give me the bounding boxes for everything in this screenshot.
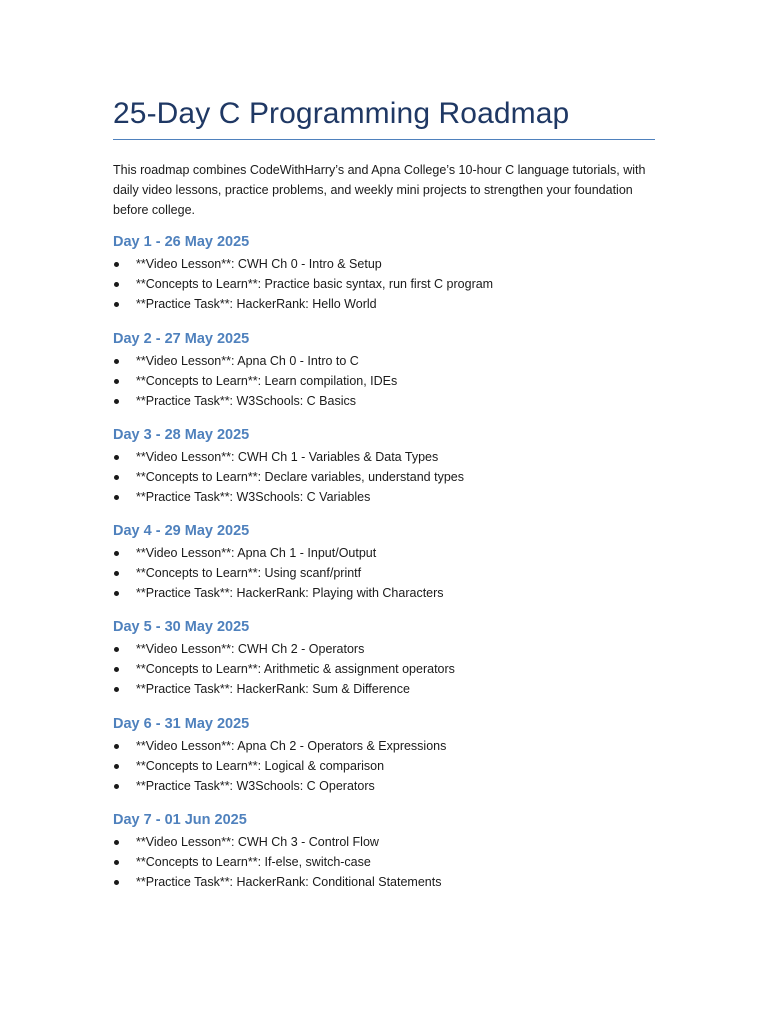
list-item — [113, 467, 655, 487]
day-section — [113, 521, 655, 603]
bullet-icon — [114, 495, 119, 500]
document-title: 25-Day C Programming Roadmap — [113, 97, 570, 130]
bullet-icon — [114, 379, 119, 384]
day-heading: Day 3 - 28 May 2025 — [113, 427, 250, 443]
item-text: **Concepts to Learn**: Practice basic syntax, run first C program — [136, 277, 494, 291]
day-items-list — [113, 351, 655, 411]
bullet-icon — [114, 784, 119, 789]
bullet-icon — [114, 647, 119, 652]
bullet-icon — [114, 302, 119, 307]
list-item — [113, 639, 655, 659]
day-items-list — [113, 736, 655, 796]
item-text: **Practice Task**: W3Schools: C Variables — [136, 490, 371, 504]
item-text: **Video Lesson**: Apna Ch 2 - Operators & Expressions — [136, 739, 447, 753]
bullet-icon — [114, 282, 119, 287]
item-text: **Concepts to Learn**: Arithmetic & assignment operators — [136, 662, 455, 676]
list-item — [113, 351, 655, 371]
list-item — [113, 736, 655, 756]
item-text: **Practice Task**: HackerRank: Hello World — [136, 297, 377, 311]
bullet-icon — [114, 764, 119, 769]
list-item — [113, 274, 655, 294]
item-text: **Practice Task**: W3Schools: C Operators — [136, 779, 375, 793]
bullet-icon — [114, 262, 119, 267]
list-item — [113, 371, 655, 391]
list-item — [113, 391, 655, 411]
item-text: **Practice Task**: W3Schools: C Basics — [136, 394, 356, 408]
day-section — [113, 425, 655, 507]
list-item — [113, 543, 655, 563]
list-item — [113, 756, 655, 776]
item-text: **Video Lesson**: CWH Ch 3 - Control Flow — [136, 835, 379, 849]
day-section — [113, 617, 655, 699]
list-item — [113, 254, 655, 274]
list-item — [113, 583, 655, 603]
item-text: **Practice Task**: HackerRank: Playing with Characters — [136, 586, 444, 600]
title-divider — [113, 139, 655, 140]
list-item — [113, 679, 655, 699]
day-section — [113, 329, 655, 411]
list-item — [113, 776, 655, 796]
day-section — [113, 232, 655, 314]
item-text: **Practice Task**: HackerRank: Sum & Difference — [136, 682, 410, 696]
bullet-icon — [114, 880, 119, 885]
bullet-icon — [114, 591, 119, 596]
bullet-icon — [114, 667, 119, 672]
list-item — [113, 872, 655, 892]
bullet-icon — [114, 840, 119, 845]
item-text: **Video Lesson**: Apna Ch 1 - Input/Output — [136, 546, 377, 560]
item-text: **Concepts to Learn**: Logical & comparison — [136, 759, 385, 773]
bullet-icon — [114, 860, 119, 865]
day-items-list — [113, 543, 655, 603]
day-section — [113, 810, 655, 892]
list-item — [113, 294, 655, 314]
bullet-icon — [114, 455, 119, 460]
bullet-icon — [114, 399, 119, 404]
bullet-icon — [114, 687, 119, 692]
day-items-list — [113, 447, 655, 507]
bullet-icon — [114, 744, 119, 749]
list-item — [113, 659, 655, 679]
bullet-icon — [114, 359, 119, 364]
item-text: **Concepts to Learn**: Using scanf/printf — [136, 566, 362, 580]
list-item — [113, 487, 655, 507]
item-text: **Practice Task**: HackerRank: Conditional Statements — [136, 875, 442, 889]
bullet-icon — [114, 551, 119, 556]
item-text: **Video Lesson**: CWH Ch 2 - Operators — [136, 642, 365, 656]
bullet-icon — [114, 571, 119, 576]
item-text: **Video Lesson**: CWH Ch 0 - Intro & Setup — [136, 257, 382, 271]
list-item — [113, 852, 655, 872]
day-section — [113, 714, 655, 796]
day-heading: Day 4 - 29 May 2025 — [113, 523, 250, 539]
list-item — [113, 563, 655, 583]
list-item — [113, 447, 655, 467]
day-heading: Day 7 - 01 Jun 2025 — [113, 812, 247, 828]
bullet-icon — [114, 475, 119, 480]
item-text: **Video Lesson**: Apna Ch 0 - Intro to C — [136, 354, 359, 368]
day-heading: Day 5 - 30 May 2025 — [113, 619, 250, 635]
day-items-list — [113, 254, 655, 314]
item-text: **Concepts to Learn**: If-else, switch-case — [136, 855, 371, 869]
item-text: **Video Lesson**: CWH Ch 1 - Variables & Data Types — [136, 450, 439, 464]
item-text: **Concepts to Learn**: Learn compilation, IDEs — [136, 374, 398, 388]
day-heading: Day 1 - 26 May 2025 — [113, 234, 250, 250]
intro-paragraph: This roadmap combines CodeWithHarry’s and Apna College’s 10-hour C language tutorials, with daily video lessons, practice problems, and weekly mini projects to strengthen your foundation before college. — [113, 163, 646, 217]
day-items-list — [113, 639, 655, 699]
list-item — [113, 832, 655, 852]
item-text: **Concepts to Learn**: Declare variables, understand types — [136, 470, 464, 484]
day-items-list — [113, 832, 655, 892]
day-heading: Day 2 - 27 May 2025 — [113, 331, 250, 347]
day-heading: Day 6 - 31 May 2025 — [113, 716, 250, 732]
